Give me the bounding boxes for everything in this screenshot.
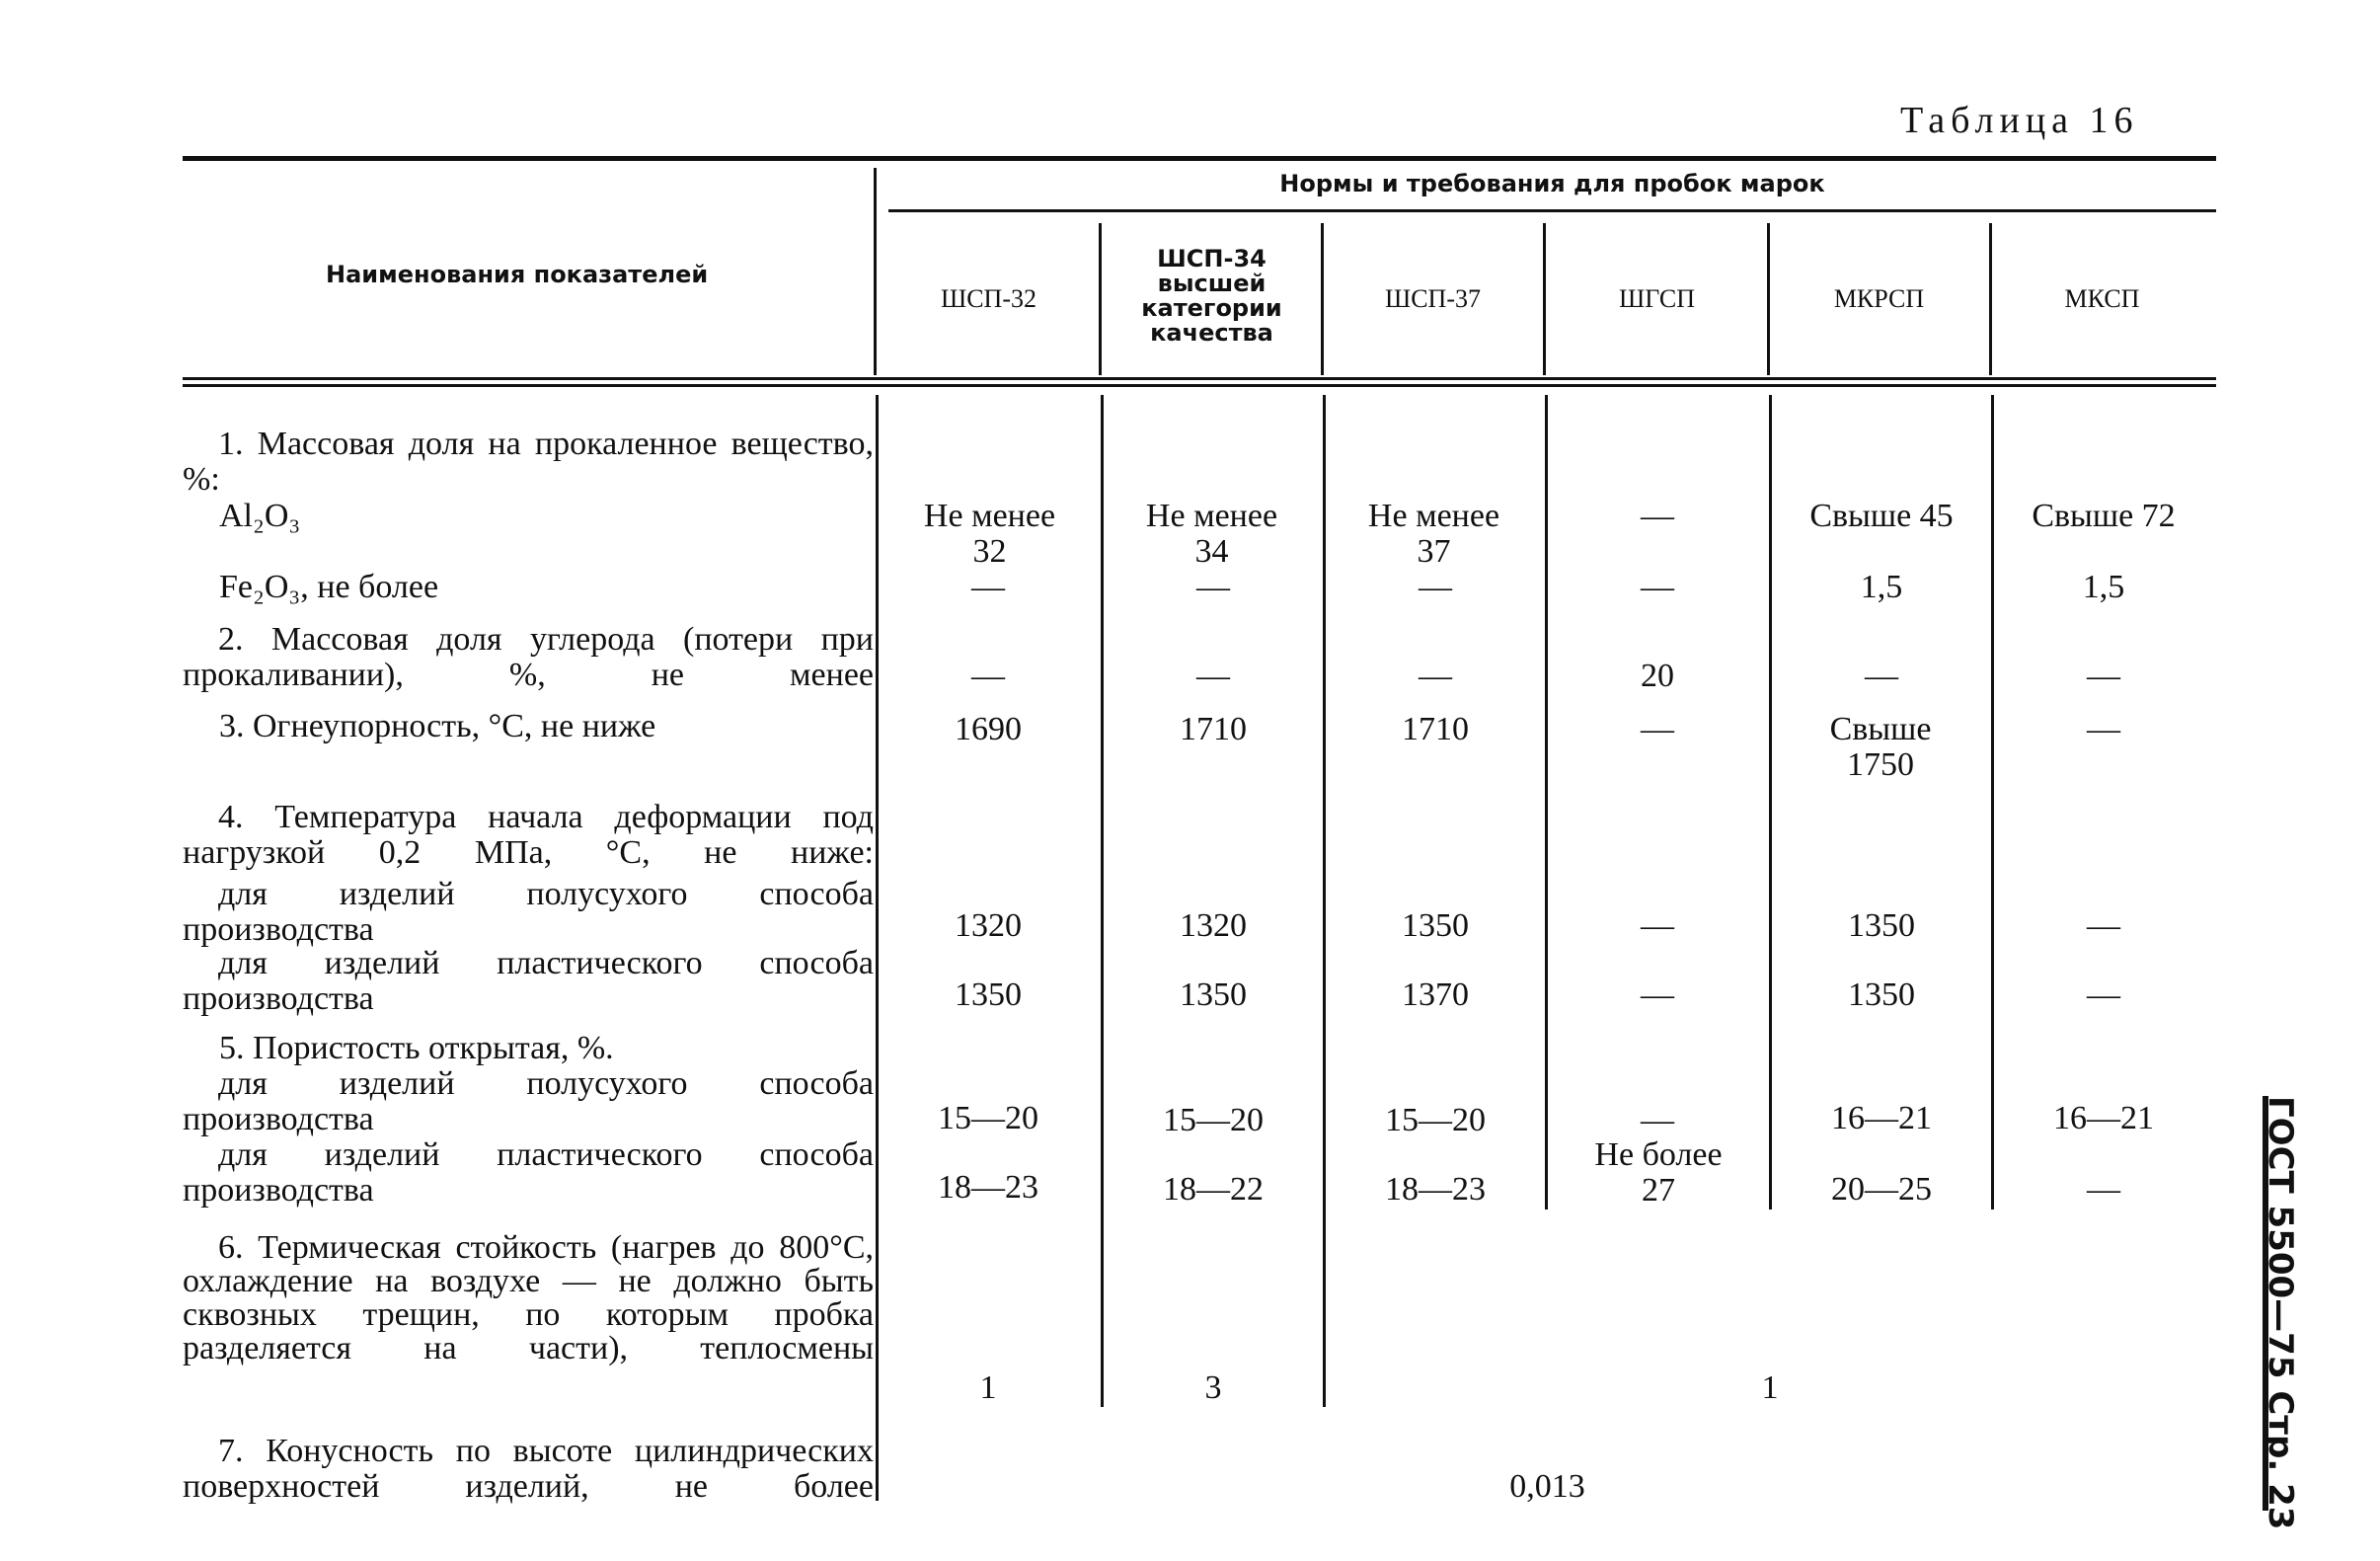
row5a-label: для изделий полусухого способа производства — [183, 1065, 874, 1137]
row5a-value-4: — — [1641, 1102, 1674, 1138]
row1-value-4: — — [1641, 498, 1674, 534]
row1b-value-1: — — [971, 569, 1005, 605]
row2-value-6: — — [2087, 658, 2120, 694]
row2-value-2: — — [1196, 658, 1230, 694]
row1-label: 1. Массовая доля на прокаленное вещество, %: — [183, 426, 874, 498]
row5b-value-6: — — [2087, 1171, 2120, 1208]
row7-label: 7. Конусность по высоте цилиндрических поверхностей изделий, не более — [183, 1433, 874, 1505]
col-header-mksp: МКСП — [2064, 284, 2140, 313]
row6-label: 6. Термическая стойкость (нагрев до 800°С, охлаждение на воздухе — не должно быть сквозных трещин, по которым пробка разделяется на части), теплосмены — [183, 1229, 874, 1366]
row5b-value-5: 20—25 — [1831, 1171, 1932, 1208]
row3-value-1: 1690 — [955, 711, 1022, 747]
header-bottom-rule-1 — [183, 377, 2216, 380]
row1b-value-4: — — [1641, 569, 1674, 605]
row1-value-5: Свыше 45 — [1809, 498, 1954, 534]
row4a-value-2: 1320 — [1180, 907, 1247, 944]
col-header-shsp37: ШСП-37 — [1384, 284, 1481, 313]
header-indicators: Наименования показателей — [326, 261, 709, 288]
row4a-value-4: — — [1641, 907, 1674, 944]
row1b-value-2: — — [1196, 569, 1230, 605]
row1-sub-label: Al₂O₃ — [219, 498, 301, 534]
row1-value-6: Свыше 72 — [2032, 498, 2176, 534]
header-norms: Нормы и требования для пробок марок — [1279, 170, 1825, 197]
norms-rule — [888, 209, 2216, 212]
row5a-value-6: 16—21 — [2053, 1100, 2154, 1136]
header-bottom-rule-2 — [183, 384, 2216, 387]
row4a-value-3: 1350 — [1402, 907, 1469, 944]
body-divider-2 — [1323, 395, 1326, 1407]
row1b-value-6: 1,5 — [2082, 569, 2125, 605]
row4b-value-2: 1350 — [1180, 976, 1247, 1013]
row1b-value-3: — — [1419, 569, 1452, 605]
col-header-mkrsp: МКРСП — [1833, 284, 1925, 313]
side-document-reference — [2241, 1096, 2300, 1530]
row7-value: 0,013 — [1509, 1468, 1585, 1505]
row1b-value-5: 1,5 — [1860, 569, 1903, 605]
row3-value-4: — — [1641, 711, 1674, 747]
row1b-label: Fe₂O₃, не более — [219, 569, 439, 605]
row6-value-3: 1 — [1761, 1369, 1779, 1406]
body-divider-1 — [1101, 395, 1104, 1407]
row3-value-5: Свыше 1750 — [1829, 711, 1932, 783]
row4b-value-3: 1370 — [1402, 976, 1469, 1013]
top-rule — [183, 156, 2216, 161]
table-caption: Таблица 16 — [1900, 100, 2139, 141]
row4b-value-4: — — [1641, 976, 1674, 1013]
row5b-value-2: 18—22 — [1163, 1171, 1264, 1208]
row6-value-2: 3 — [1204, 1369, 1222, 1406]
body-divider-main — [876, 395, 879, 1501]
row5-label: 5. Пористость открытая, %. — [219, 1030, 614, 1066]
row3-label: 3. Огнеупорность, °С, не ниже — [219, 708, 656, 744]
row1-value-1: Не менее 32 — [923, 498, 1056, 570]
row4b-value-5: 1350 — [1848, 976, 1915, 1013]
row3-value-6: — — [2087, 711, 2120, 747]
row4b-value-6: — — [2087, 976, 2120, 1013]
row2-label: 2. Массовая доля углерода (потери при прокаливании), %, не менее — [183, 621, 874, 693]
row5a-value-3: 15—20 — [1385, 1102, 1486, 1138]
row5a-value-1: 15—20 — [938, 1100, 1038, 1136]
row1-value-3: Не менее 37 — [1367, 498, 1500, 570]
col-header-shgsp: ШГСП — [1618, 284, 1696, 313]
row4a-value-1: 1320 — [955, 907, 1022, 944]
row5b-value-1: 18—23 — [938, 1169, 1038, 1206]
row5b-label: для изделий пластического способа производства — [183, 1136, 874, 1209]
row1-value-2: Не менее 34 — [1145, 498, 1278, 570]
row3-value-3: 1710 — [1402, 711, 1469, 747]
row5a-value-2: 15—20 — [1163, 1102, 1264, 1138]
side-text: ГОСТ 5500—75 Стр. 23 — [2261, 1096, 2300, 1530]
row4b-value-1: 1350 — [955, 976, 1022, 1013]
row4-label: 4. Температура начала деформации под нагрузкой 0,2 МПа, °С, не ниже: — [183, 799, 874, 871]
row4a-label: для изделий полусухого способа производства — [183, 876, 874, 948]
row2-value-5: — — [1865, 658, 1898, 694]
header-divider-3 — [1543, 223, 1546, 375]
row5b-value-4: Не более 27 — [1594, 1136, 1723, 1209]
row2-value-4: 20 — [1641, 658, 1674, 694]
row3-value-2: 1710 — [1180, 711, 1247, 747]
row2-value-3: — — [1419, 658, 1452, 694]
row4a-value-6: — — [2087, 907, 2120, 944]
row5a-value-5: 16—21 — [1831, 1100, 1932, 1136]
col-header-shsp32: ШСП-32 — [940, 284, 1036, 313]
header-divider-main — [874, 168, 877, 375]
row5b-value-3: 18—23 — [1385, 1171, 1486, 1208]
col-header-shsp34: ШСП-34 высшей категории качества — [1141, 245, 1282, 347]
header-divider-1 — [1099, 223, 1102, 375]
row2-value-1: — — [971, 658, 1005, 694]
row4a-value-5: 1350 — [1848, 907, 1915, 944]
row6-value-1: 1 — [979, 1369, 997, 1406]
row4b-label: для изделий пластического способа производства — [183, 945, 874, 1017]
